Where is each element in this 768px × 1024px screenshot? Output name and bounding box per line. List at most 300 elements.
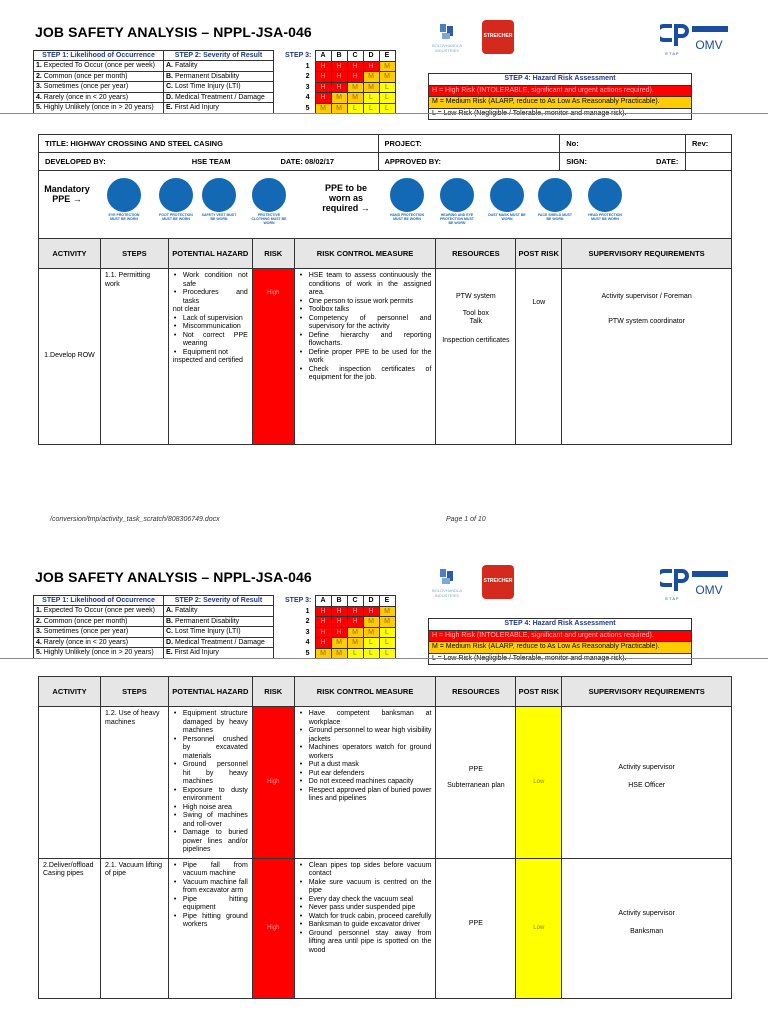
- resource-item: PTW system: [456, 293, 496, 300]
- ppe-as-required-label: PPE to be worn as required →: [322, 183, 370, 213]
- likelihood-number: 1.: [36, 62, 42, 70]
- hazard-cell: [168, 858, 252, 998]
- risk-level-definition: M = Medium Risk (ALARP, reduce to As Low As Reasonably Practicable).: [429, 642, 692, 654]
- ppe-sign-circle: [159, 178, 193, 212]
- matrix-cell: H: [315, 72, 331, 83]
- severity-letter: A.: [166, 607, 173, 615]
- bullet-item: • High noise area: [173, 804, 248, 813]
- resources-cell: [436, 269, 516, 445]
- severity-cell: [164, 71, 274, 82]
- bullet-item: • Equipment structure damaged by heavy machines: [173, 710, 248, 736]
- matrix-col-header: C: [347, 51, 363, 62]
- bullet-item: • Every day check the vacuum seal: [299, 896, 432, 905]
- resources-cell: [436, 707, 516, 859]
- matrix-row-number: 2: [305, 618, 310, 626]
- matrix-cell: M: [363, 82, 379, 93]
- key-row: [34, 92, 274, 103]
- likelihood-number: 5.: [36, 649, 42, 657]
- bullet-item: • Define hierarchy and reporting flowcharts.: [299, 332, 432, 349]
- developed-by-label: DEVELOPED BY:: [45, 157, 106, 166]
- approval-date-label: DATE:: [656, 157, 679, 166]
- column-header-post_risk: POST RISK: [516, 239, 562, 269]
- likelihood-severity-key: [33, 595, 274, 659]
- approval-date-cell: [656, 153, 732, 171]
- svg-text:INDUSTRIES: INDUSTRIES: [434, 48, 460, 53]
- severity-text: First Aid Injury: [172, 104, 219, 112]
- matrix-cell: M: [363, 72, 379, 83]
- likelihood-number: 2.: [36, 72, 42, 80]
- bullet-item: • Pipe fall from vacuum machine: [173, 862, 248, 879]
- bullet-item: • Ground personnel to wear high visibility jackets: [299, 727, 432, 744]
- matrix-cell: M: [379, 617, 395, 628]
- likelihood-text: Expected To Occur (once per week): [41, 62, 155, 70]
- matrix-cell: M: [379, 61, 395, 72]
- matrix-cell: H: [347, 61, 363, 72]
- supervisory-item: Banksman: [630, 928, 664, 935]
- column-header-supervisory: SUPERVISORY REQUIREMENTS: [562, 239, 732, 269]
- severity-letter: E.: [166, 649, 173, 657]
- matrix-cell: L: [363, 103, 379, 114]
- column-header-resources: RESOURCES: [436, 677, 516, 707]
- matrix-cell: L: [379, 103, 395, 114]
- likelihood-number: 3.: [36, 83, 42, 91]
- matrix-cell: H: [347, 606, 363, 617]
- likelihood-severity-key: [33, 50, 274, 114]
- table-header-row: [39, 239, 732, 269]
- likelihood-cell: [34, 616, 164, 627]
- severity-letter: E.: [166, 104, 173, 112]
- document-title: JOB SAFETY ANALYSIS – NPPL-JSA-046: [35, 569, 312, 585]
- likelihood-number: 4.: [36, 93, 42, 101]
- column-header-risk: RISK: [252, 239, 294, 269]
- resource-item: Talk: [469, 318, 483, 325]
- likelihood-cell: [34, 103, 164, 114]
- developed-date: DATE: 08/02/17: [280, 157, 335, 166]
- matrix-row-number: 1: [305, 62, 310, 70]
- likelihood-text: Highly Unlikely (once in > 20 years): [41, 104, 154, 112]
- bullet-list: [173, 862, 248, 930]
- etap-omv-logo: [660, 563, 732, 603]
- ppe-sign-caption: FOOT PROTECTION MUST BE WORN: [159, 213, 193, 221]
- document-title: JOB SAFETY ANALYSIS – NPPL-JSA-046: [35, 24, 312, 40]
- streicher-logo: [482, 20, 514, 54]
- matrix-row-number: 4: [305, 94, 310, 102]
- resource-item: PPE: [468, 765, 483, 773]
- severity-letter: D.: [166, 638, 173, 646]
- matrix-cell: L: [379, 648, 395, 659]
- matrix-cell: H: [347, 72, 363, 83]
- likelihood-text: Common (once per month): [41, 72, 128, 80]
- bullet-item: • Check inspection certificates of equipment for the job.: [299, 366, 432, 383]
- revision-label: Rev:: [686, 135, 732, 153]
- number-label: No:: [560, 135, 686, 153]
- severity-cell: [164, 606, 274, 617]
- severity-letter: B.: [166, 617, 173, 625]
- matrix-cell: H: [315, 606, 331, 617]
- step2-header: STEP 2: Severity of Result: [164, 51, 274, 61]
- key-row: [34, 648, 274, 659]
- bullet-item: • Ground personnel hit by heavy machines: [173, 761, 248, 787]
- matrix-cell: H: [315, 627, 331, 638]
- bullet-item: • Procedures and tasks: [173, 289, 248, 306]
- step-cell: 1.2. Use of heavy machines: [100, 707, 168, 859]
- supervisory-item: HSE Officer: [628, 782, 666, 790]
- post-risk-cell: Low: [516, 269, 562, 445]
- bullet-item: • Respect approved plan of buried power lines and pipelines: [299, 787, 432, 804]
- column-header-control: RISK CONTROL MEASURE: [294, 239, 436, 269]
- matrix-cell: L: [363, 648, 379, 659]
- ppe-sign-circle: [252, 178, 286, 212]
- matrix-cell: M: [347, 82, 363, 93]
- bullet-item: • Damage to buried power lines and/or pipelines: [173, 829, 248, 855]
- project-label: PROJECT:: [378, 135, 560, 153]
- severity-letter: B.: [166, 72, 173, 80]
- column-header-resources: RESOURCES: [436, 239, 516, 269]
- matrix-cell: M: [363, 627, 379, 638]
- bullet-item: • Put ear defenders: [299, 770, 432, 779]
- likelihood-cell: [34, 637, 164, 648]
- matrix-row-number: 3: [305, 628, 310, 636]
- bullet-list: [173, 272, 248, 366]
- likelihood-cell: [34, 71, 164, 82]
- matrix-cell: M: [347, 627, 363, 638]
- bullet-item: • One person to issue work permits: [299, 298, 432, 307]
- svg-text:E T A P: E T A P: [665, 596, 679, 601]
- matrix-row-number: 3: [305, 83, 310, 91]
- matrix-cell: L: [379, 627, 395, 638]
- control-measure-cell: [294, 858, 436, 998]
- header-separator: [0, 113, 768, 114]
- matrix-row: [285, 103, 395, 114]
- svg-text:BOLOVHANDLA: BOLOVHANDLA: [431, 588, 463, 593]
- matrix-row: [285, 617, 395, 628]
- matrix-cell: H: [331, 606, 347, 617]
- bullet-item: • Ground personnel stay away from lifting area until pipe is spotted on the wood: [299, 930, 432, 956]
- bullet-list: [173, 710, 248, 855]
- matrix-cell: M: [331, 103, 347, 114]
- svg-text:E T A P: E T A P: [665, 51, 679, 56]
- matrix-cell: H: [315, 93, 331, 104]
- resource-item: Inspection certificates: [442, 336, 510, 344]
- column-header-supervisory: SUPERVISORY REQUIREMENTS: [562, 677, 732, 707]
- streicher-logo-text: STREICHER: [483, 33, 513, 39]
- matrix-col-header: D: [363, 596, 379, 607]
- column-header-steps: STEPS: [100, 239, 168, 269]
- hazard-cell: [168, 707, 252, 859]
- key-row: [34, 606, 274, 617]
- matrix-row-number: 5: [305, 649, 310, 657]
- jsa-table-page1: [38, 238, 732, 445]
- bullet-item: • Have competent banksman at workplace: [299, 710, 432, 727]
- matrix-col-header: A: [315, 596, 331, 607]
- table-row: [39, 858, 732, 998]
- matrix-cell: L: [363, 638, 379, 649]
- ppe-sign-circle: [538, 178, 572, 212]
- bullet-item: • Do not exceed machines capacity: [299, 778, 432, 787]
- matrix-cell: H: [331, 61, 347, 72]
- approved-by-label: APPROVED BY:: [378, 153, 560, 171]
- matrix-row-number: 1: [305, 607, 310, 615]
- risk-cell: High: [252, 858, 294, 998]
- bullet-item: • Lack of supervision: [173, 315, 248, 324]
- severity-letter: D.: [166, 93, 173, 101]
- streicher-logo-text: STREICHER: [483, 578, 513, 584]
- resource-item: PPE: [468, 919, 483, 927]
- protective-clothing-icon: [250, 178, 288, 225]
- bullet-item: • Clean pipes top sides before vacuum contact: [299, 862, 432, 879]
- matrix-cell: L: [379, 82, 395, 93]
- severity-text: Fatality: [173, 607, 198, 615]
- matrix-cell: H: [315, 638, 331, 649]
- step3-header: STEP 3:: [285, 52, 312, 60]
- ppe-sign-caption: SAFETY VEST MUST BE WORN: [201, 213, 237, 221]
- matrix-cell: H: [331, 627, 347, 638]
- step-cell: 1.1. Permitting work: [100, 269, 168, 445]
- severity-cell: [164, 103, 274, 114]
- streicher-logo: [482, 565, 514, 599]
- table-row: [39, 269, 732, 445]
- supervisory-item: Activity supervisor / Foreman: [601, 293, 692, 300]
- key-row: [34, 71, 274, 82]
- ppe-sign-caption: PROTECTIVE CLOTHING MUST BE WORN: [251, 213, 287, 225]
- likelihood-number: 2.: [36, 617, 42, 625]
- matrix-row: [285, 93, 395, 104]
- matrix-cell: M: [347, 638, 363, 649]
- matrix-col-header: E: [379, 51, 395, 62]
- mandatory-ppe-label: Mandatory PPE →: [44, 184, 90, 204]
- bullet-item: • Toolbox talks: [299, 306, 432, 315]
- likelihood-number: 4.: [36, 638, 42, 646]
- matrix-row-number: 2: [305, 73, 310, 81]
- bullet-item: • Pipe hitting equipment: [173, 896, 248, 913]
- risk-level-definition: L = Low Risk (Negligible / Tolerable, monitor and manage risk).: [429, 653, 692, 665]
- ppe-sign-caption: HEAD PROTECTION MUST BE WORN: [588, 213, 622, 221]
- header-separator: [0, 658, 768, 659]
- likelihood-cell: [34, 92, 164, 103]
- bullet-item: • Define proper PPE to be used for the work: [299, 349, 432, 366]
- ppe-sign-caption: HAND PROTECTION MUST BE WORN: [389, 213, 425, 221]
- developed-by-value: HSE TEAM: [191, 157, 231, 166]
- bullet-item: • Exposure to dusty environment: [173, 787, 248, 804]
- matrix-cell: H: [331, 72, 347, 83]
- ppe-sign-circle: [588, 178, 622, 212]
- bullet-item: • Put a dust mask: [299, 761, 432, 770]
- sign-label: SIGN:: [560, 153, 686, 171]
- bullet-item: • Watch for truck cabin, proceed carefully: [299, 913, 432, 922]
- risk-level-definition: M = Medium Risk (ALARP, reduce to As Low As Reasonably Practicable).: [429, 97, 692, 109]
- likelihood-text: Rarely (once in < 20 years): [41, 638, 129, 646]
- hearing-eye-protection-icon: [438, 178, 476, 225]
- matrix-cell: H: [363, 61, 379, 72]
- severity-text: Lost Time Injury (LTI): [173, 83, 241, 91]
- severity-text: Permanent Disability: [173, 617, 240, 625]
- severity-cell: [164, 92, 274, 103]
- matrix-row: [285, 648, 395, 659]
- column-header-hazard: POTENTIAL HAZARD: [168, 677, 252, 707]
- etap-omv-logo: [660, 18, 732, 58]
- matrix-cell: M: [331, 648, 347, 659]
- resource-item: Subterranean plan: [447, 782, 505, 790]
- safety-vest-icon: [200, 178, 238, 221]
- step4-header: STEP 4: Hazard Risk Assessment: [429, 74, 692, 86]
- matrix-cell: L: [379, 93, 395, 104]
- likelihood-text: Rarely (once in < 20 years): [41, 93, 129, 101]
- bullet-item: • Pipe hitting ground workers: [173, 913, 248, 930]
- bullet-list: [299, 272, 432, 383]
- bullet-item: • Equipment not: [173, 349, 248, 358]
- likelihood-cell: [34, 82, 164, 93]
- matrix-cell: M: [331, 93, 347, 104]
- matrix-col-header: C: [347, 596, 363, 607]
- bullet-item: • Competency of personnel and supervisory for the activity: [299, 315, 432, 332]
- bolovhandla-logo: [428, 22, 466, 54]
- key-row: [34, 82, 274, 93]
- bullet-item: • HSE team to assess continuously the conditions of work in the assigned area.: [299, 272, 432, 298]
- column-header-activity: ACTIVITY: [39, 677, 101, 707]
- bullet-item: • Personnel crushed by excavated materials: [173, 736, 248, 762]
- matrix-row: [285, 61, 395, 72]
- matrix-cell: H: [363, 606, 379, 617]
- likelihood-cell: [34, 627, 164, 638]
- severity-cell: [164, 637, 274, 648]
- bullet-item: • Machines operators watch for ground workers: [299, 744, 432, 761]
- control-measure-cell: [294, 707, 436, 859]
- ppe-sign-caption: HEARING AND EYE PROTECTION MUST BE WORN: [440, 213, 474, 225]
- severity-text: First Aid Injury: [172, 649, 219, 657]
- matrix-col-header: A: [315, 51, 331, 62]
- foot-protection-icon: [157, 178, 195, 221]
- matrix-cell: M: [315, 103, 331, 114]
- table-header-row: [39, 677, 732, 707]
- ppe-sign-circle: [390, 178, 424, 212]
- bullet-list: [299, 710, 432, 804]
- severity-text: Fatality: [173, 62, 198, 70]
- svg-text:OMV: OMV: [695, 38, 723, 52]
- likelihood-text: Sometimes (once per year): [41, 628, 129, 636]
- bolovhandla-logo: [428, 567, 466, 599]
- key-row: [34, 637, 274, 648]
- hand-protection-icon: [388, 178, 426, 221]
- svg-text:OMV: OMV: [695, 583, 723, 597]
- step1-header: STEP 1: Likelihood of Occurrence: [34, 51, 164, 61]
- bullet-item: inspected and certified: [172, 357, 243, 364]
- bullet-item: • Work condition not safe: [173, 272, 248, 289]
- resource-item: Tool box: [462, 309, 489, 317]
- bullet-item: • Banksman to guide excavator driver: [299, 921, 432, 930]
- severity-cell: [164, 616, 274, 627]
- job-title: TITLE: HIGHWAY CROSSING AND STEEL CASING: [39, 135, 379, 153]
- resources-cell: [436, 858, 516, 998]
- severity-text: Medical Treatment / Damage: [173, 93, 265, 101]
- eye-protection-icon: [105, 178, 143, 221]
- bullet-item: not clear: [172, 306, 200, 313]
- ppe-sign-circle: [490, 178, 524, 212]
- severity-text: Permanent Disability: [173, 72, 240, 80]
- likelihood-text: Sometimes (once per year): [41, 83, 129, 91]
- severity-cell: [164, 627, 274, 638]
- matrix-cell: H: [347, 617, 363, 628]
- matrix-row: [285, 638, 395, 649]
- table-row: [39, 707, 732, 859]
- severity-cell: [164, 648, 274, 659]
- ppe-sign-caption: EYE PROTECTION MUST BE WORN: [108, 213, 140, 221]
- activity-cell: 1.Develop ROW: [39, 269, 101, 445]
- matrix-cell: H: [315, 61, 331, 72]
- matrix-col-header: D: [363, 51, 379, 62]
- step-cell: 2.1. Vacuum lifting of pipe: [100, 858, 168, 998]
- likelihood-text: Common (once per month): [41, 617, 128, 625]
- step3-header: STEP 3:: [285, 597, 312, 605]
- supervisory-item: Activity supervisor: [618, 763, 675, 771]
- step1-header: STEP 1: Likelihood of Occurrence: [34, 596, 164, 606]
- ppe-sign-circle: [440, 178, 474, 212]
- risk-level-definition: H = High Risk (INTOLERABLE, significant and urgent actions required).: [429, 85, 692, 97]
- risk-level-definition: L = Low Risk (Negligible / Tolerable, monitor and manage risk).: [429, 108, 692, 120]
- svg-text:INDUSTRIES: INDUSTRIES: [434, 593, 460, 598]
- bullet-item: • Miscommunication: [173, 323, 248, 332]
- column-header-steps: STEPS: [100, 677, 168, 707]
- hazard-cell: [168, 269, 252, 445]
- activity-cell: [39, 707, 101, 859]
- key-row: [34, 616, 274, 627]
- developed-by-cell: [39, 153, 379, 171]
- column-header-control: RISK CONTROL MEASURE: [294, 677, 436, 707]
- likelihood-cell: [34, 648, 164, 659]
- step4-header: STEP 4: Hazard Risk Assessment: [429, 619, 692, 631]
- step2-header: STEP 2: Severity of Result: [164, 596, 274, 606]
- jsa-table-page2: [38, 676, 732, 999]
- matrix-cell: H: [331, 82, 347, 93]
- page-number-footer: Page 1 of 10: [446, 516, 486, 523]
- head-protection-icon: [586, 178, 624, 221]
- matrix-cell: H: [331, 617, 347, 628]
- severity-letter: A.: [166, 62, 173, 70]
- ppe-sign-caption: DUST MASK MUST BE WORN: [488, 213, 526, 221]
- severity-cell: [164, 61, 274, 72]
- matrix-cell: H: [315, 82, 331, 93]
- matrix-cell: L: [347, 103, 363, 114]
- bullet-item: • Not correct PPE wearing: [173, 332, 248, 349]
- supervisory-item: PTW system coordinator: [608, 317, 685, 325]
- matrix-col-header: B: [331, 596, 347, 607]
- matrix-row-number: 5: [305, 104, 310, 112]
- matrix-cell: M: [379, 606, 395, 617]
- matrix-row: [285, 606, 395, 617]
- likelihood-text: Expected To Occur (once per week): [41, 607, 155, 615]
- bullet-list: [299, 862, 432, 956]
- file-path-footer: /conversion/tmp/activity_task_scratch/808306749.docx: [50, 516, 220, 523]
- likelihood-text: Highly Unlikely (once in > 20 years): [41, 649, 154, 657]
- likelihood-number: 1.: [36, 607, 42, 615]
- severity-cell: [164, 82, 274, 93]
- likelihood-number: 5.: [36, 104, 42, 112]
- matrix-cell: M: [315, 648, 331, 659]
- matrix-cell: M: [363, 617, 379, 628]
- column-header-post_risk: POST RISK: [516, 677, 562, 707]
- job-info-table: [38, 134, 732, 171]
- key-row: [34, 61, 274, 72]
- matrix-row: [285, 627, 395, 638]
- likelihood-cell: [34, 61, 164, 72]
- post-risk-cell: Low: [516, 858, 562, 998]
- column-header-risk: RISK: [252, 677, 294, 707]
- column-header-hazard: POTENTIAL HAZARD: [168, 239, 252, 269]
- activity-cell: 2.Deliver/offload Casing pipes: [39, 858, 101, 998]
- key-row: [34, 627, 274, 638]
- severity-text: Medical Treatment / Damage: [173, 638, 265, 646]
- severity-letter: C.: [166, 628, 173, 636]
- supervisory-item: Activity supervisor: [618, 909, 675, 917]
